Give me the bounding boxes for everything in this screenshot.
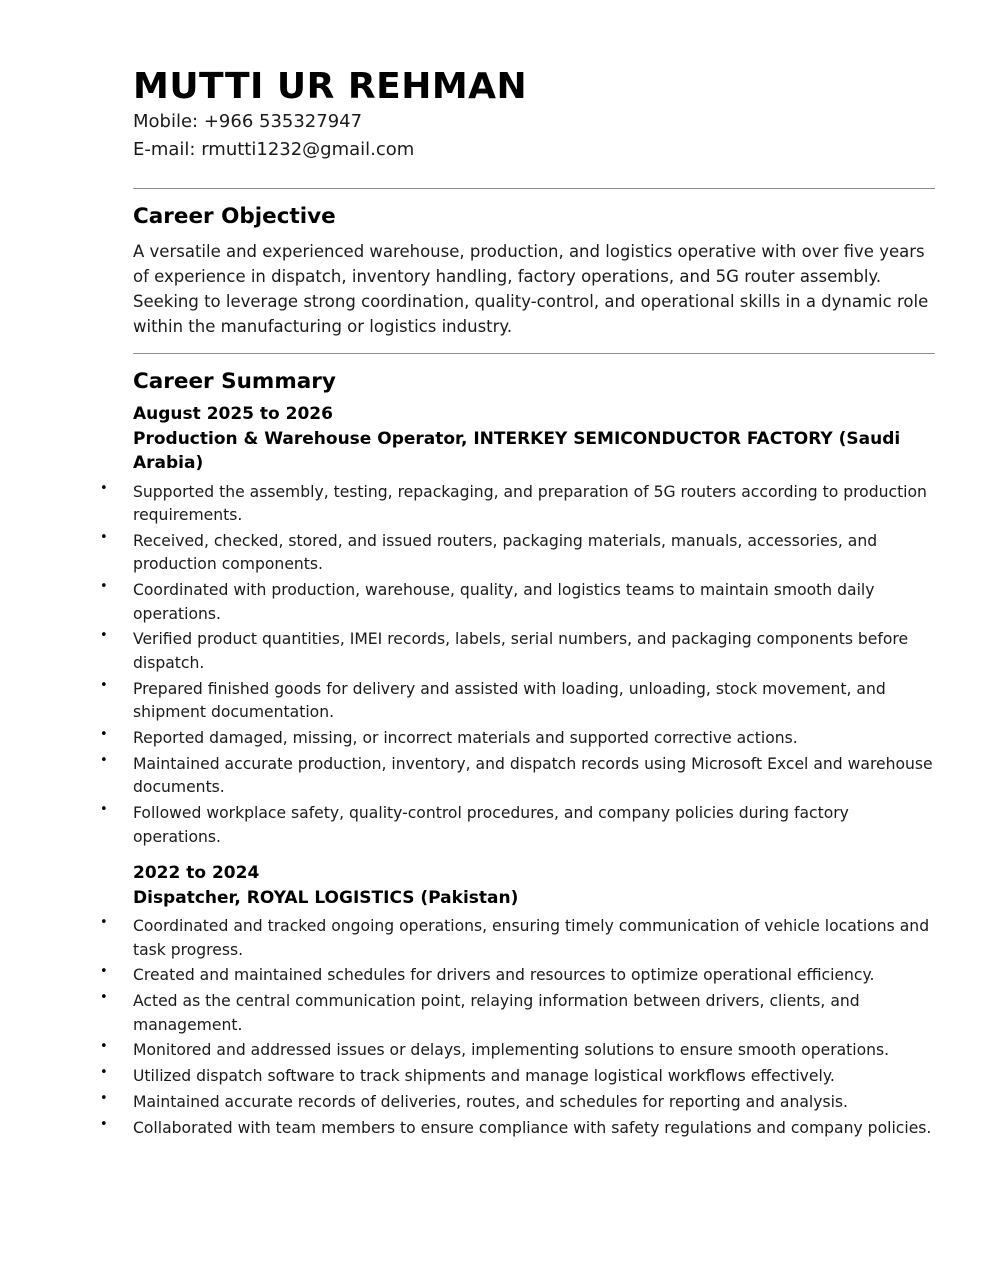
- mobile-number: Mobile: +966 535327947: [133, 111, 363, 132]
- list-item: [100, 677, 935, 725]
- duty-text: Created and maintained schedules for drivers and resources to optimize operational efficiency.: [133, 966, 875, 985]
- duty-text: Received, checked, stored, and issued routers, packaging materials, manuals, accessories, and production components.: [133, 531, 878, 574]
- list-item: [100, 579, 935, 626]
- list-item: [100, 628, 935, 675]
- duty-list: [100, 915, 935, 1140]
- list-item: [100, 1091, 935, 1115]
- bullet-icon: •: [100, 1116, 108, 1132]
- divider: [133, 353, 935, 354]
- list-item: [100, 1065, 935, 1089]
- duty-text: Supported the assembly, testing, repackaging, and preparation of 5G routers according to production requirements.: [133, 482, 927, 524]
- list-item: [100, 529, 935, 577]
- bullet-icon: •: [100, 802, 108, 818]
- bullet-icon: •: [100, 529, 108, 545]
- bullet-icon: •: [100, 1091, 108, 1107]
- list-item: [100, 964, 935, 988]
- bullet-icon: •: [100, 1065, 108, 1081]
- duty-text: Maintained accurate records of deliveries, routes, and schedules for reporting and analysis.: [133, 1093, 848, 1112]
- duty-text: Prepared finished goods for delivery and assisted with loading, unloading, stock movement, and shipment documentation.: [133, 679, 886, 722]
- bullet-icon: •: [100, 480, 108, 496]
- list-item: [100, 915, 935, 962]
- list-item: [100, 480, 935, 528]
- duty-text: Verified product quantities, IMEI records, labels, serial numbers, and packaging components before dispatch.: [133, 630, 909, 672]
- section-title-summary: Career Summary: [133, 369, 336, 394]
- bullet-icon: •: [100, 1039, 108, 1055]
- duty-text: Coordinated and tracked ongoing operations, ensuring timely communication of vehicle locations and task progress.: [133, 917, 930, 959]
- duty-text: Followed workplace safety, quality-control procedures, and company policies during factory operations.: [133, 804, 849, 846]
- bullet-icon: •: [100, 579, 108, 595]
- list-item: [100, 990, 935, 1037]
- email-address: E-mail: rmutti1232@gmail.com: [133, 139, 415, 160]
- duty-text: Collaborated with team members to ensure compliance with safety regulations and company policies.: [133, 1118, 932, 1137]
- job-entry: [100, 861, 935, 1140]
- duty-text: Monitored and addressed issues or delays, implementing solutions to ensure smooth operations.: [133, 1041, 890, 1060]
- list-item: [100, 752, 935, 800]
- duty-text: Acted as the central communication point, relaying information between drivers, clients, and management.: [133, 992, 860, 1034]
- resume-page: [100, 66, 935, 1143]
- candidate-name: MUTTI UR REHMAN: [133, 66, 528, 107]
- job-date: August 2025 to 2026: [133, 404, 333, 424]
- duty-list: [100, 480, 935, 850]
- bullet-icon: •: [100, 628, 108, 644]
- section-title-objective: Career Objective: [133, 204, 336, 229]
- duty-text: Maintained accurate production, inventory, and dispatch records using Microsoft Excel and warehouse documents.: [133, 754, 933, 797]
- job-title: Dispatcher, ROYAL LOGISTICS (Pakistan): [133, 887, 519, 908]
- duty-text: Reported damaged, missing, or incorrect materials and supported corrective actions.: [133, 728, 798, 747]
- list-item: [100, 1039, 935, 1063]
- duty-text: Utilized dispatch software to track shipments and manage logistical workflows effectively.: [133, 1067, 835, 1086]
- bullet-icon: •: [100, 990, 108, 1006]
- list-item: [100, 1116, 935, 1141]
- bullet-icon: •: [100, 752, 108, 768]
- job-date: 2022 to 2024: [133, 863, 260, 884]
- bullet-icon: •: [100, 726, 108, 742]
- list-item: [100, 726, 935, 751]
- list-item: [100, 802, 935, 849]
- duty-text: Coordinated with production, warehouse, quality, and logistics teams to maintain smooth daily operations.: [133, 581, 875, 623]
- bullet-icon: •: [100, 964, 108, 980]
- bullet-icon: •: [100, 915, 108, 931]
- divider: [133, 188, 935, 189]
- job-entry: [100, 402, 935, 849]
- job-title: Production & Warehouse Operator, INTERKEY SEMICONDUCTOR FACTORY (Saudi Arabia): [133, 428, 901, 473]
- bullet-icon: •: [100, 677, 108, 693]
- objective-paragraph: A versatile and experienced warehouse, production, and logistics operative with over five years of experience in dispatch, inventory handling, factory operations, and 5G router assembly. Seeking to leverage strong coordination, quality-control, and operational skills in a dynamic role within the manufacturing or logistics industry.: [133, 242, 929, 336]
